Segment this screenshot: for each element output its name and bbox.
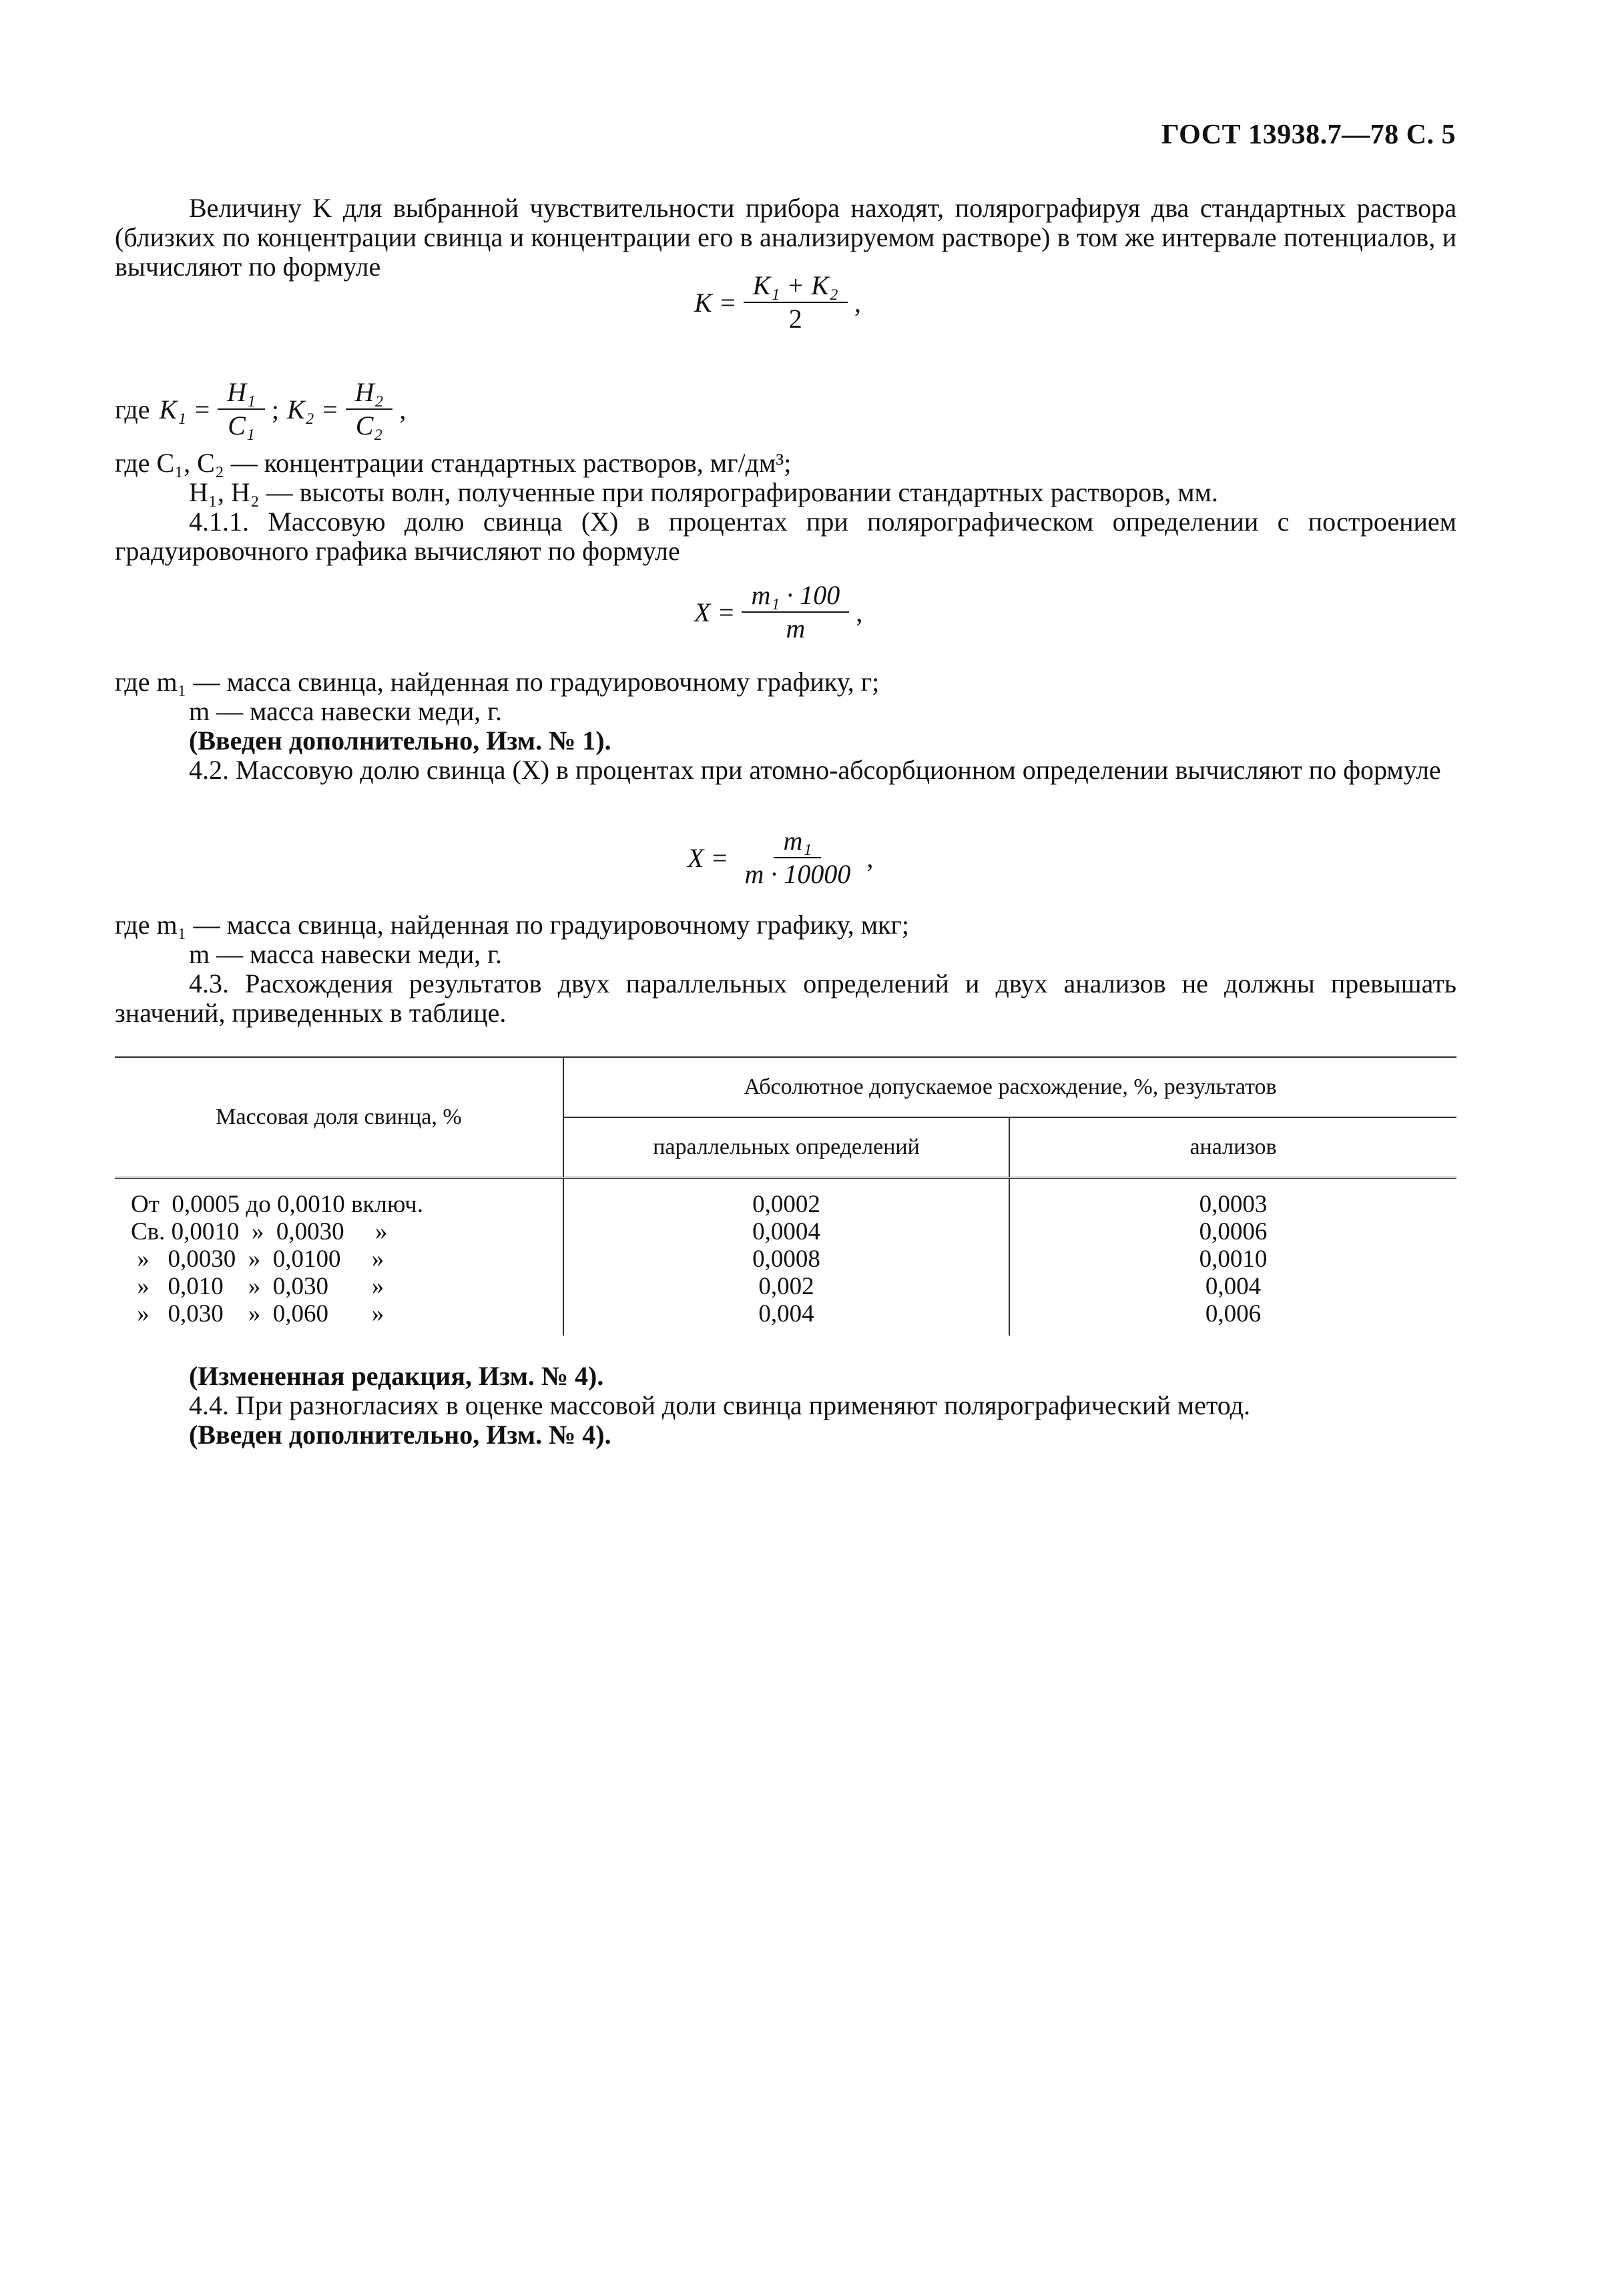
col-group-header: Абсолютное допускаемое расхождение, %, результатов	[563, 1057, 1456, 1118]
cell-analyses: 0,0006	[1199, 1218, 1268, 1245]
col-header-range: Массовая доля свинца, %	[115, 1057, 563, 1178]
where-m1-g: где m₁ — масса свинца, найденная по градуировочному графику, г;	[115, 667, 880, 697]
cell-range: Св. 0,0010 » 0,0030 »	[115, 1218, 563, 1245]
tolerance-table	[115, 1056, 1456, 1336]
fraction-numerator: K₁ + K₂	[744, 272, 848, 303]
table-row	[115, 1178, 1456, 1219]
cell-range: » 0,0030 » 0,0100 »	[115, 1245, 563, 1273]
fraction-numerator: H₁	[218, 379, 265, 410]
formula-lhs: X =	[694, 597, 736, 627]
table-row	[115, 1245, 1456, 1273]
table-header-row-1	[115, 1057, 1456, 1118]
cell-parallel: 0,002	[563, 1273, 1009, 1300]
formula-x-atomic-absorption	[688, 828, 873, 888]
table-row	[115, 1273, 1456, 1300]
fraction	[744, 272, 848, 332]
page-header: ГОСТ 13938.7—78 С. 5	[1161, 119, 1456, 150]
paragraph-4-3: 4.3. Расхождения результатов двух параллельных определений и двух анализов не должны превышать значений, приведенных в таблице.	[115, 968, 1456, 1028]
where-m1-mkg: где m₁ — масса свинца, найденная по градуировочному графику, мкг;	[115, 910, 909, 940]
where-m-g-2: m — масса навески меди, г.	[189, 939, 503, 969]
cell-range: » 0,030 » 0,060 »	[115, 1300, 563, 1336]
cell-analyses: 0,006	[1205, 1300, 1262, 1328]
amendment-note-1: (Введен дополнительно, Изм. № 1).	[189, 726, 611, 756]
cell-analyses: 0,0003	[1199, 1191, 1268, 1218]
formula-tail: ,	[866, 842, 874, 873]
where-h1-h2: H₁, H₂ — высоты волн, полученные при полярографировании стандартных растворов, мм.	[189, 477, 1218, 507]
paragraph-k-definition: Величину K для выбранной чувствительности прибора находят, полярографируя два стандартных раствора (близких по концентрации свинца и концентрации его в анализируемом растворе) в том же интервале потенциалов, и вычисляют по формуле	[115, 193, 1456, 282]
formula-lhs-k2: K₂ =	[287, 394, 339, 424]
fraction-denominator: m · 10000	[744, 859, 851, 889]
table-row	[115, 1218, 1456, 1245]
formula-x-polarographic	[694, 582, 862, 642]
cell-parallel: 0,004	[563, 1300, 1009, 1336]
col-header-analyses: анализов	[1009, 1117, 1456, 1178]
block-explanations-3	[115, 910, 1456, 1028]
fraction	[742, 582, 849, 642]
paragraph-4-4: 4.4. При разногласиях в оценке массовой доли свинца применяют полярографический метод.	[189, 1390, 1250, 1420]
cell-range: » 0,010 » 0,030 »	[115, 1273, 563, 1300]
formula-k-mean	[694, 272, 861, 332]
formula-lhs-k1: K₁ =	[159, 394, 212, 424]
cell-parallel: 0,0008	[563, 1245, 1009, 1273]
formula-tail: ,	[399, 394, 407, 424]
amendment-note-3: (Введен дополнительно, Изм. № 4).	[189, 1420, 611, 1450]
formula-lhs: X =	[688, 842, 729, 873]
block-explanations	[115, 449, 1456, 566]
fraction-denominator: 2	[788, 304, 802, 334]
fraction-denominator: m	[786, 613, 806, 643]
paragraph-intro	[115, 194, 1456, 282]
formula-separator: ;	[271, 394, 280, 424]
fraction-denominator: C₁	[228, 410, 255, 441]
fraction-k1	[218, 379, 265, 439]
table-row	[115, 1300, 1456, 1336]
cell-analyses: 0,0010	[1199, 1245, 1268, 1273]
cell-parallel: 0,0002	[563, 1178, 1009, 1219]
where-label: где	[115, 394, 150, 424]
cell-analyses: 0,004	[1205, 1273, 1262, 1300]
cell-range: От 0,0005 до 0,0010 включ.	[115, 1178, 563, 1219]
formula-tail: ,	[854, 287, 861, 318]
where-c1-c2: где C₁, C₂ — концентрации стандартных растворов, мг/дм³;	[115, 448, 792, 478]
cell-parallel: 0,0004	[563, 1218, 1009, 1245]
col-header-parallel: параллельных определений	[563, 1117, 1009, 1178]
fraction-k2	[346, 379, 393, 439]
formula-lhs: K =	[694, 287, 737, 318]
fraction-numerator: m₁ · 100	[742, 582, 849, 613]
fraction-numerator: H₂	[346, 379, 393, 410]
formula-tail: ,	[856, 597, 863, 627]
where-m-g: m — масса навески меди, г.	[189, 696, 503, 726]
block-final	[115, 1362, 1456, 1450]
block-explanations-2	[115, 667, 1456, 785]
amendment-note-2: (Измененная редакция, Изм. № 4).	[189, 1361, 604, 1391]
fraction-numerator: m₁	[774, 828, 821, 858]
paragraph-4-2: 4.2. Массовую долю свинца (X) в процентах при атомно-абсорбционном определении вычисляют по формуле	[189, 755, 1441, 785]
fraction-denominator: C₂	[355, 410, 383, 441]
fraction	[735, 828, 860, 888]
formula-k1-k2	[115, 379, 406, 439]
paragraph-4-1-1: 4.1.1. Массовую долю свинца (X) в процентах при полярографическом определении с построением градуировочного графика вычисляют по формуле	[115, 507, 1456, 566]
